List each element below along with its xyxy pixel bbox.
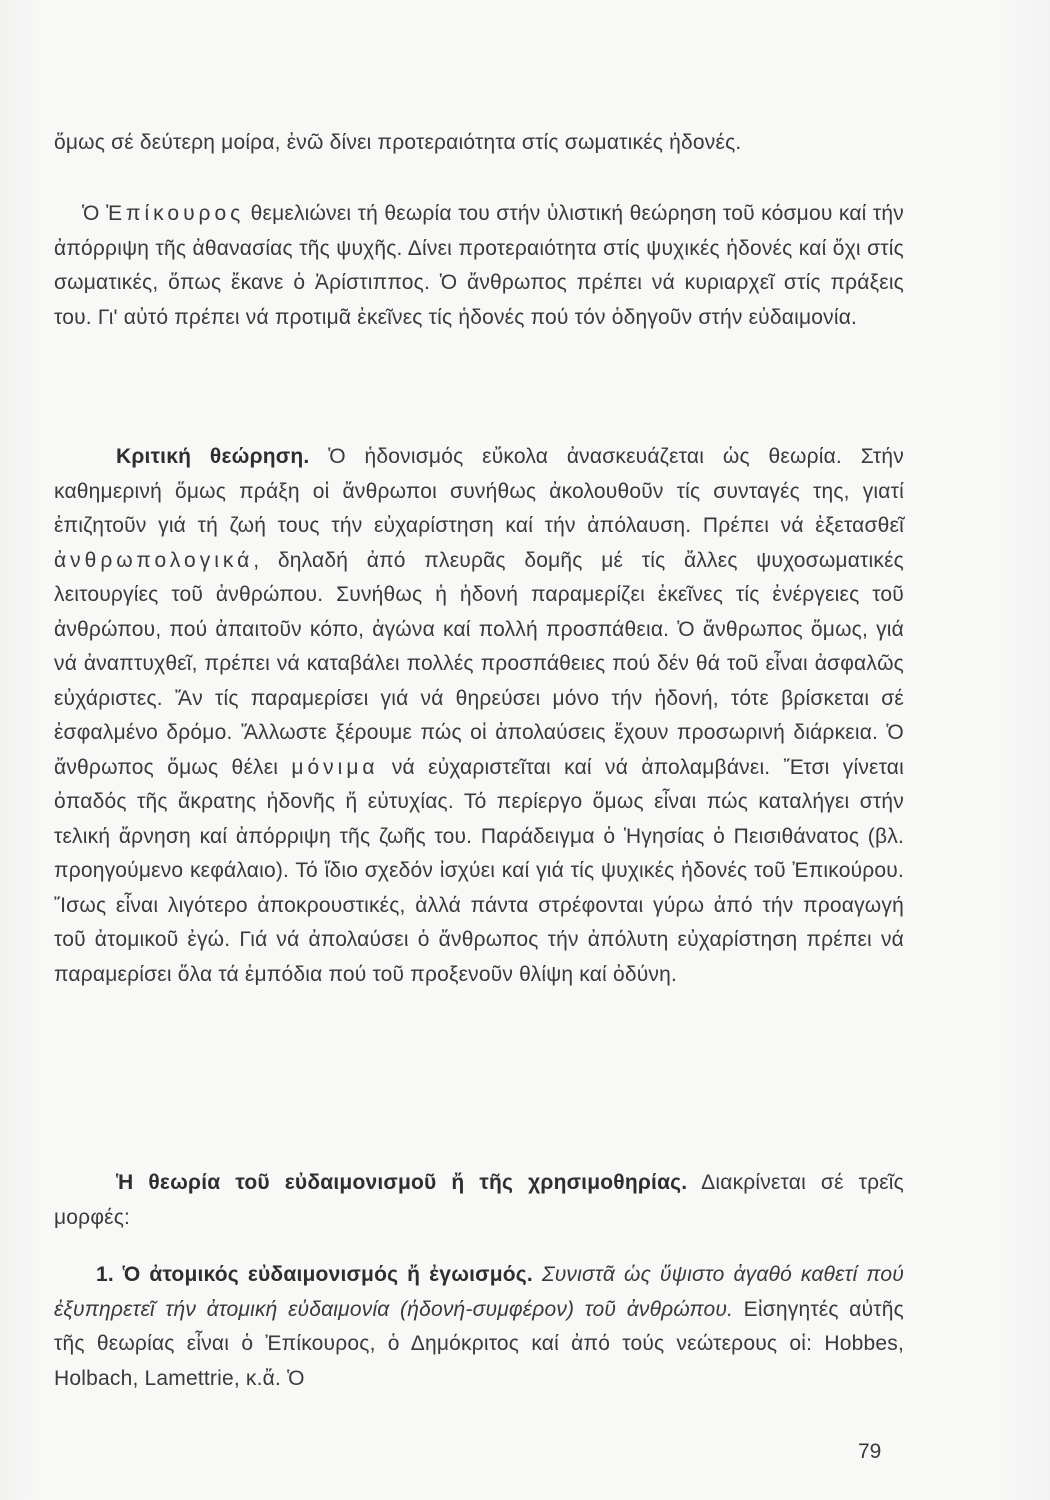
paragraph-individual-eudaemonism [54,1258,904,1396]
paragraph-text-part3: νά εὐχαριστεῖται καί νά ἀπολαμβάνει. Ἔτσι γίνεται ὀπαδός τῆς ἄκρατης ἡδονῆς ἤ εὐτυχίας. Τό περίεργο ὅμως εἶναι πώς καταλήγει στήν τελική ἄρνηση καί ἀπόρριψη τῆς ζωῆς του. Παράδειγμα ὁ Ἡγησίας ὁ Πεισιθάνατος (βλ. προηγούμενο κεφάλαιο). Τό ἴδιο σχεδόν ἰσχύει καί γιά τίς ψυχικές ἡδονές τοῦ Ἐπικούρου. Ἴσως εἶναι λιγότερο ἀποκρουστικές, ἀλλά πάντα στρέφονται γύρω ἀπό τήν προαγωγή τοῦ ἀτομικοῦ ἐγώ. Γιά νά ἀπολαύσει ὁ ἄνθρωπος τήν ἀπόλυτη εὐχαρίστηση πρέπει νά παραμερίσει ὅλα τά ἐμπόδια πού τοῦ προξενοῦν θλίψη καί ὀδύνη. [54,755,904,986]
section-heading-eudaemonism: Ἡ θεωρία τοῦ εὐδαιμονισμοῦ ἤ τῆς χρησιμοθηρίας. [116,1171,688,1194]
paragraph-text: Εἰσηγητές αὐτῆς τῆς θεωρίας εἶναι ὁ Ἐπίκουρος, ὁ Δημόκριτος καί ἀπό τούς νεώτερους οἱ: Hobbes, Holbach, Lamettrie, κ.ἄ. Ὁ [54,1297,905,1390]
paragraph-text: ὅμως σέ δεύτερη μοίρα, ἐνῶ δίνει προτεραιότητα στίς σωματικές ἡδονές. [54,131,742,154]
paragraph-prefix: Ὁ [82,202,106,225]
paragraph-text-part2: , δηλαδή ἀπό πλευρᾶς δομῆς μέ τίς ἄλλες ψυχοσωματικές λειτουργίες τοῦ ἀνθρώπου. Συνήθως ἡ ἡδονή παραμερίζει ἐκεῖνες τίς ἐνέργειες τοῦ ἀνθρώπου, πού ἀπαιτοῦν κόπο, ἀγώνα καί πολλή προσπάθεια. Ὁ ἄνθρωπος ὅμως, γιά νά ἀναπτυχθεῖ, πρέπει νά καταβάλει πολλές προσπάθειες πού δέν θά τοῦ εἶναι ἀσφαλῶς εὐχάριστες. Ἄν τίς παραμερίσει γιά νά θηρεύσει μόνο τήν ἡδονή, τότε βρίσκεται σέ ἐσφαλμένο δρόμο. Ἄλλωστε ξέρουμε πώς οἱ ἀπολαύσεις ἔχουν προσωρινή διάρκεια. Ὁ ἄνθρωπος ὅμως θέλει [54,548,904,779]
spaced-word-permanently: μόνιμα [291,755,379,779]
spaced-name-epicurus: Ἐπίκουρος [105,202,245,225]
paragraph-critical-view [54,440,904,992]
page-number: 79 [858,1440,882,1463]
section-heading-critical-view: Κριτική θεώρηση. [116,445,310,468]
paragraph-intro-continuation [54,126,904,161]
paragraph-eudaemonism-theory [54,1166,904,1235]
list-heading-individual-eudaemonism: 1. Ὁ ἀτομικός εὐδαιμονισμός ἤ ἐγωισμός. [96,1263,533,1286]
paragraph-epicurus [54,197,904,335]
italic-definition: Συνιστᾶ ὡς ὕψιστο ἀγαθό καθετί πού ἐξυπηρετεῖ τήν ἀτομική εὐδαιμονία (ἡδονή-συμφέρον) τοῦ ἀνθρώπου. [54,1263,904,1321]
paragraph-text: θεμελιώνει τή θεωρία του στήν ὑλιστική θεώρηση τοῦ κόσμου καί τήν ἀπόρριψη τῆς ἀθανασίας τῆς ψυχῆς. Δίνει προτεραιότητα στίς ψυχικές ἡδονές καί ὄχι στίς σωματικές, ὅπως ἔκανε ὁ Ἀρίστιππος. Ὁ ἄνθρωπος πρέπει νά κυριαρχεῖ στίς πράξεις του. Γι' αὐτό πρέπει νά προτιμᾶ ἐκεῖνες τίς ἡδονές πού τόν ὁδηγοῦν στήν εὐδαιμονία. [54,202,904,329]
paragraph-text-part1: Ὁ ἡδονισμός εὔκολα ἀνασκευάζεται ὡς θεωρία. Στήν καθημερινή ὅμως πράξη οἱ ἄνθρωποι συνήθως ἀκολουθοῦν τίς συνταγές της, γιατί ἐπιζητοῦν γιά τή ζωή τους τήν εὐχαρίστηση καί τήν ἀπόλαυση. Πρέπει νά ἐξετασθεῖ [54,445,904,537]
spaced-word-anthropologically: ἀνθρωπολογικά [54,548,254,572]
paragraph-text: Διακρίνεται σέ τρεῖς μορφές: [54,1171,904,1229]
